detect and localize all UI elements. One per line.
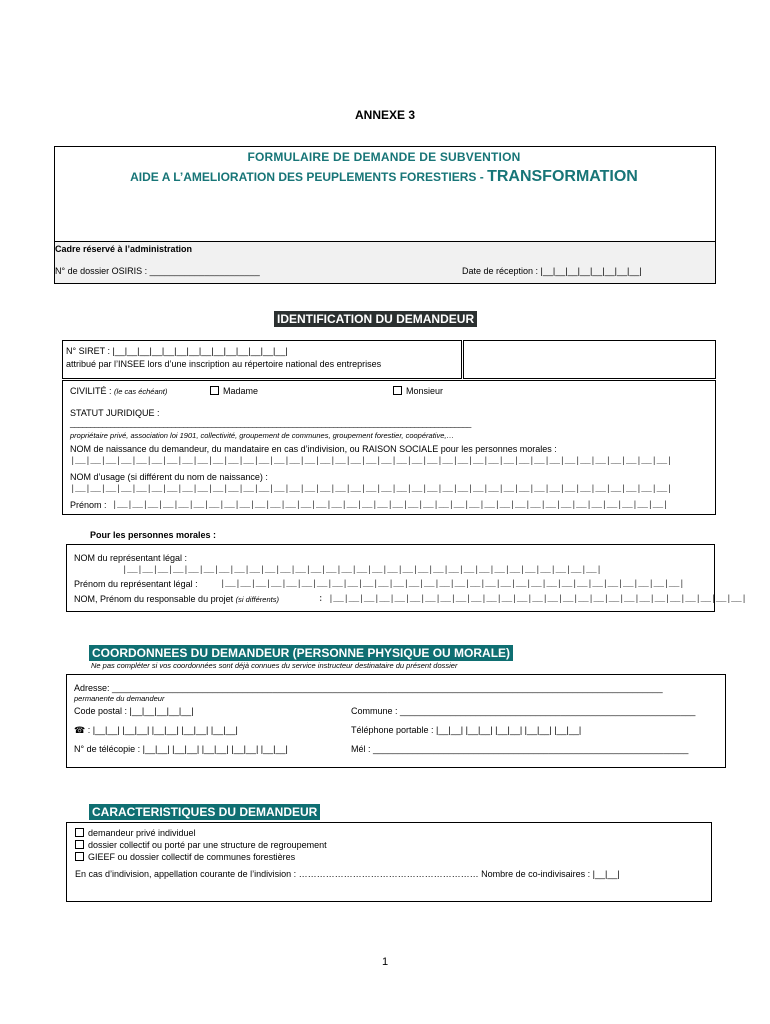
caracteristiques-heading-wrap: [89, 804, 320, 820]
siret-side-box: [463, 340, 716, 379]
prenom-label: Prénom :: [70, 500, 107, 510]
osiris-dossier-field[interactable]: N° de dossier OSIRIS : ______________________: [55, 266, 260, 276]
option-prive[interactable]: [75, 828, 196, 838]
civilite-label: [70, 386, 167, 396]
prenom-rep-field[interactable]: |__|__|__|__|__|__|__|__|__|__|__|__|__|__|__|__|__|__|__|__|__|__|__|__|__|__|__|__|__|__|: [220, 579, 685, 589]
prive-checkbox[interactable]: [75, 828, 84, 837]
form-title: FORMULAIRE DE DEMANDE DE SUBVENTION: [247, 150, 521, 164]
rep-label: NOM du représentant légal :: [74, 553, 188, 563]
coordonnees-heading-wrap: [89, 645, 513, 661]
civilite-text: CIVILITÉ :: [70, 386, 112, 396]
identification-heading-wrap: [274, 311, 477, 327]
madame-checkbox[interactable]: [210, 386, 219, 395]
madame-label: Madame: [223, 386, 259, 396]
madame-option[interactable]: [210, 386, 258, 396]
form-subtitle-part2: TRANSFORMATION: [487, 168, 638, 185]
collectif-checkbox[interactable]: [75, 840, 84, 849]
responsable-note: (si différents): [235, 595, 279, 604]
coordonnees-heading: COORDONNEES DU DEMANDEUR (PERSONNE PHYSIQUE OU MORALE): [89, 645, 513, 661]
nom-usage-field[interactable]: |__|__|__|__|__|__|__|__|__|__|__|__|__|__|__|__|__|__|__|__|__|__|__|__|__|__|__|__|__|__|__|__|__|__|__|__|__|__|__|: [70, 484, 672, 494]
responsable-text: NOM, Prénom du responsable du projet: [74, 594, 234, 604]
page-number: 1: [381, 956, 389, 968]
prive-label: demandeur privé individuel: [88, 828, 196, 838]
form-subtitle: [54, 168, 714, 186]
admin-label: Cadre réservé à l’administration: [55, 244, 193, 254]
adresse-note: permanente du demandeur: [74, 694, 165, 703]
statut-note: propriétaire privé, association loi 1901, collectivité, groupement de communes, groupement forestier, coopérative,…: [70, 431, 454, 440]
nom-usage-label: NOM d’usage (si différent du nom de naissance) :: [70, 472, 268, 482]
siret-field[interactable]: N° SIRET : |__|__|__|__|__|__|__|__|__|__|__|__|__|__|: [66, 346, 288, 356]
collectif-label: dossier collectif ou porté par une structure de regroupement: [88, 840, 327, 850]
prenom-field[interactable]: |__|__|__|__|__|__|__|__|__|__|__|__|__|__|__|__|__|__|__|__|__|__|__|__|__|__|__|__|__|__|__|__|__|__|__|__|: [112, 500, 668, 510]
telephone-field[interactable]: ☎ : |__|__| |__|__| |__|__| |__|__| |__|__|: [74, 725, 238, 735]
monsieur-label: Monsieur: [406, 386, 444, 396]
nom-naissance-field[interactable]: |__|__|__|__|__|__|__|__|__|__|__|__|__|__|__|__|__|__|__|__|__|__|__|__|__|__|__|__|__|__|__|__|__|__|__|__|__|__|__|: [70, 456, 672, 466]
identification-heading: IDENTIFICATION DU DEMANDEUR: [274, 311, 477, 327]
form-subtitle-part1: AIDE A L’AMELIORATION DES PEUPLEMENTS FORESTIERS -: [130, 170, 488, 184]
annexe-title: ANNEXE 3: [354, 108, 416, 122]
monsieur-checkbox[interactable]: [393, 386, 402, 395]
responsable-field[interactable]: : |__|__|__|__|__|__|__|__|__|__|__|__|__|__|__|__|__|__|__|__|__|__|__|__|__|__|__|: [318, 594, 747, 604]
siret-note: attribué par l’INSEE lors d’une inscription au répertoire national des entreprises: [66, 359, 382, 369]
telecopie-field[interactable]: N° de télécopie : |__|__| |__|__| |__|__| |__|__| |__|__|: [74, 744, 288, 754]
mel-field[interactable]: Mél : _______________________________________________________________: [351, 744, 689, 754]
adresse-field[interactable]: Adresse: ______________________________________________________________________________________________________________: [74, 683, 663, 693]
responsable-label: [74, 594, 279, 604]
caracteristiques-heading: CARACTERISTIQUES DU DEMANDEUR: [89, 804, 320, 820]
nom-naissance-label: NOM de naissance du demandeur, du mandataire en cas d’indivision, ou RAISON SOCIALE pour les personnes morales :: [70, 444, 557, 454]
code-postal-field[interactable]: Code postal : |__|__|__|__|__|: [74, 706, 194, 716]
date-reception-field[interactable]: Date de réception : |__|__|__|__|__|__|__|__|: [462, 266, 642, 276]
gieef-label: GIEEF ou dossier collectif de communes forestières: [88, 852, 296, 862]
morales-heading: Pour les personnes morales :: [90, 530, 217, 540]
civilite-note: (le cas échéant): [114, 387, 168, 396]
rep-field[interactable]: |__|__|__|__|__|__|__|__|__|__|__|__|__|__|__|__|__|__|__|__|__|__|__|__|__|__|__|__|__|__|__|: [122, 565, 602, 575]
monsieur-option[interactable]: [393, 386, 443, 396]
statut-label: STATUT JURIDIQUE :: [70, 408, 160, 418]
coordonnees-note: Ne pas compléter si vos coordonnées sont déjà connues du service instructeur destinataire du présent dossier: [91, 661, 458, 670]
telephone-portable-field[interactable]: Téléphone portable : |__|__| |__|__| |__|__| |__|__| |__|__|: [351, 725, 582, 735]
prenom-rep-label: Prénom du représentant légal :: [74, 579, 198, 589]
option-gieef[interactable]: [75, 852, 295, 862]
indivision-field[interactable]: En cas d’indivision, appellation courante de l’indivision : …………………………………………………… Nombre de co-indivisaires : |__|__|: [75, 869, 620, 879]
gieef-checkbox[interactable]: [75, 852, 84, 861]
option-collectif[interactable]: [75, 840, 327, 850]
statut-field[interactable]: ___________________________________________________________________________________________________: [70, 419, 471, 428]
commune-field[interactable]: Commune : ___________________________________________________________: [351, 706, 696, 716]
